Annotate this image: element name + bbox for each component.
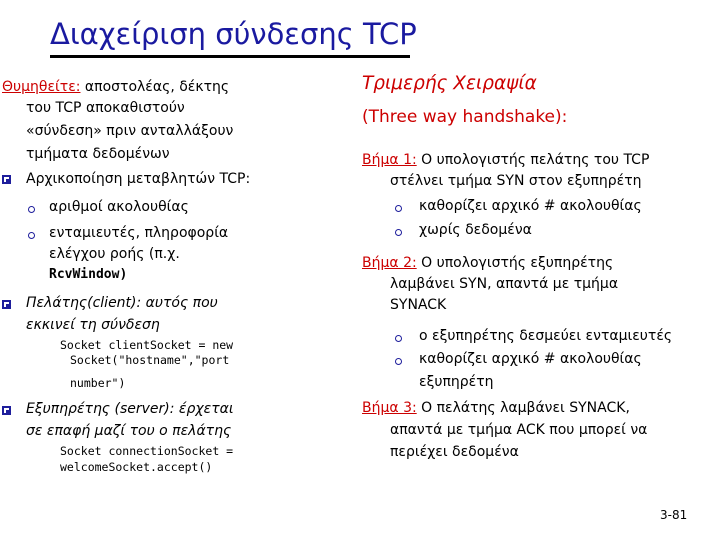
client-code-line-2: Socket("hostname","port (70, 353, 230, 367)
step2-line-1 (362, 256, 613, 270)
client-code-line-3: number") (70, 376, 126, 390)
step2-bullet-2: καθορίζει αρχικό # ακολουθίας (419, 351, 642, 367)
handshake-heading-2: (Three way handshake): (362, 107, 568, 127)
step3-line-2: απαντά με τμήμα ACK που μπορεί να (390, 422, 648, 438)
client-line-1: Πελάτης(client): αυτός που (26, 295, 218, 311)
step1-bullet-1: καθορίζει αρχικό # ακολουθίας (419, 198, 642, 214)
buffers-line-1: ενταμιευτές, πληροφορία (49, 225, 229, 241)
square-bullet-icon (2, 175, 11, 184)
client-code-line-1: Socket clientSocket = new (60, 338, 234, 352)
title-underline (50, 55, 410, 58)
square-bullet-icon (2, 300, 11, 309)
client-line-2: εκκινεί τη σύνδεση (26, 317, 160, 333)
circle-bullet-icon (395, 229, 402, 236)
handshake-heading-1: Τριμερής Χειραψία (362, 73, 537, 94)
reminder-line-3: «σύνδεση» πριν ανταλλάξουν (26, 123, 234, 139)
server-code-line-2: welcomeSocket.accept() (60, 460, 213, 474)
step3-label: Βήμα 3: (362, 400, 417, 416)
circle-bullet-icon (28, 232, 35, 239)
step1-line-1 (362, 153, 649, 167)
page-number: 3-81 (660, 508, 688, 522)
step2-text: O υπολογιστής εξυπηρέτης (416, 255, 614, 271)
buffers-line-2: ελέγχου ροής (π.χ. (49, 246, 180, 262)
reminder-text-1: αποστολέας, δέκτης (80, 79, 230, 95)
step2-bullet-2-cont: εξυπηρέτη (419, 374, 494, 390)
step2-line-3: SYNACK (390, 297, 447, 313)
circle-bullet-icon (395, 335, 402, 342)
step1-label: Βήμα 1: (362, 152, 417, 168)
circle-bullet-icon (395, 205, 402, 212)
server-code-line-1: Socket connectionSocket = (60, 444, 234, 458)
seq-numbers-item: αριθμοί ακολουθίας (49, 199, 189, 215)
circle-bullet-icon (395, 358, 402, 365)
step1-text: O υπολογιστής πελάτης του TCP (416, 152, 650, 168)
rcvwindow-code: RcvWindow) (49, 267, 128, 282)
circle-bullet-icon (28, 206, 35, 213)
reminder-line-4: τμήματα δεδομένων (26, 146, 170, 162)
step3-line-3: περιέχει δεδομένα (390, 444, 519, 460)
step1-bullet-2: χωρίς δεδομένα (419, 222, 532, 238)
step3-line-1 (362, 401, 630, 415)
step1-line-2: στέλνει τμήμα SYN στον εξυπηρέτη (390, 173, 642, 189)
step2-bullet-1: ο εξυπηρέτης δεσμεύει ενταμιευτές (419, 328, 673, 344)
init-vars-label: Αρχικοποίηση μεταβλητών TCP: (26, 171, 251, 187)
step3-text: Ο πελάτης λαμβάνει SYNACK, (416, 400, 630, 416)
reminder-line-1 (2, 80, 229, 94)
square-bullet-icon (2, 406, 11, 415)
step2-label: Βήμα 2: (362, 255, 417, 271)
slide-title: Διαχείριση σύνδεσης TCP (50, 17, 417, 51)
reminder-line-2: του TCP αποκαθιστούν (26, 100, 185, 116)
server-line-2: σε επαφή μαζί του ο πελάτης (26, 423, 232, 439)
step2-line-2: λαμβάνει SYN, απαντά με τμήμα (390, 276, 619, 292)
server-line-1: Εξυπηρέτης (server): έρχεται (26, 401, 234, 417)
reminder-label: Θυμηθείτε: (2, 79, 81, 95)
